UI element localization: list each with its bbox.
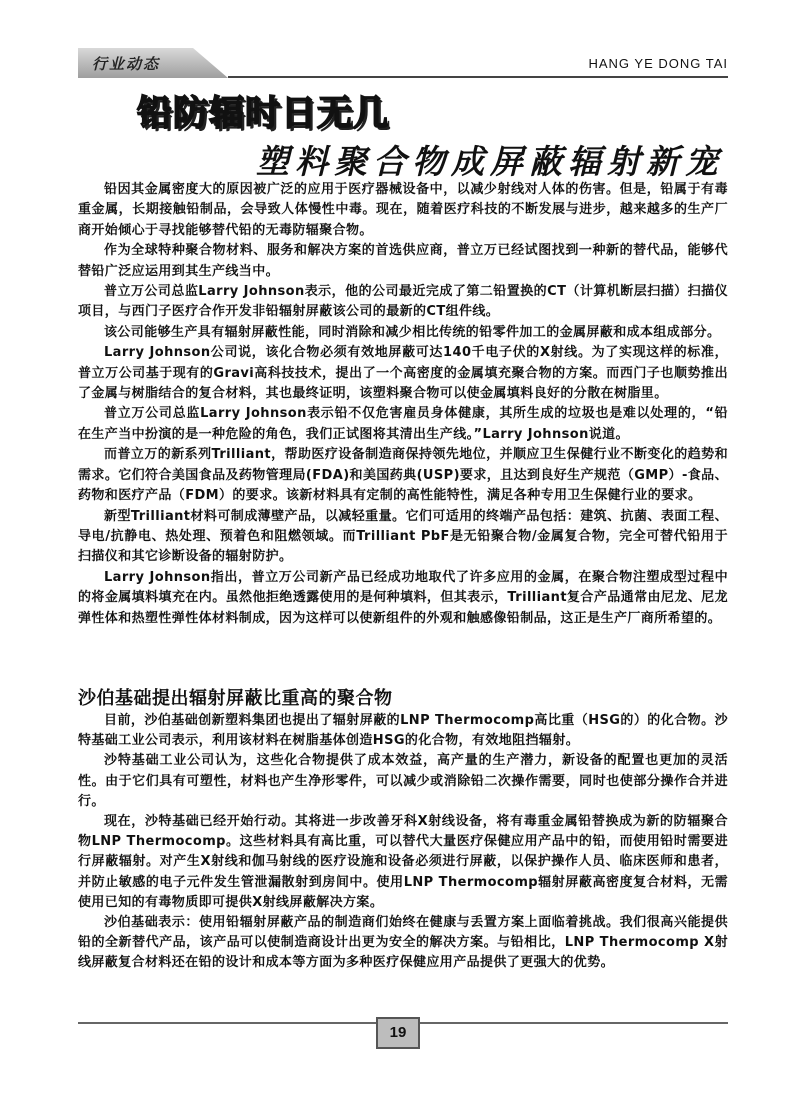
page-header: [78, 48, 728, 78]
paragraph: 作为全球特种聚合物材料、服务和解决方案的首选供应商，普立万已经试图找到一种新的替代品，能够代替铅广泛应运用到其生产线当中。: [78, 243, 728, 279]
section-heading: 沙伯基础提出辐射屏蔽比重高的聚合物: [78, 688, 393, 709]
paragraph: 现在，沙特基础已经开始行动。其将进一步改善牙科X射线设备，将有毒重金属铅替换成为新的防辐聚合物LNP Thermocomp。这些材料具有高比重，可以替代大量医疗保健应用产品中的铅，而使用铅时需要进行屏蔽辐射。对产生X射线和伽马射线的医疗设施和设备必须进行屏蔽，以保护操作人员、临床医师和患者，并防止敏感的电子元件发生管泄漏散射到房间中。使用LNP Thermocomp辐射屏蔽高密度复合材料，无需使用已知的有毒物质即可提供X射线屏蔽解决方案。: [78, 814, 728, 910]
paragraph: 而普立万的新系列Trilliant，帮助医疗设备制造商保持领先地位，并顺应卫生保健行业不断变化的趋势和需求。它们符合美国食品及药物管理局(FDA)和美国药典(USP)要求，且达到良好生产规范（GMP）-食品、药物和医疗产品（FDM）的要求。该新材料具有定制的高性能特性，满足各种专用卫生保健行业的要求。: [78, 447, 728, 504]
sub-title: 塑料聚合物成屏蔽辐射新宠: [256, 142, 724, 181]
paragraph: 新型Trilliant材料可制成薄壁产品，以减轻重量。它们可适用的终端产品包括：建筑、抗菌、表面工程、导电/抗静电、热处理、预着色和阻燃领域。而Trilliant PbF是无铅聚合物/金属复合物，完全可替代铅用于扫描仪和其它诊断设备的辐射防护。: [78, 508, 728, 565]
paragraph: 目前，沙伯基础创新塑料集团也提出了辐射屏蔽的LNP Thermocomp高比重（HSG的）的化合物。沙特基础工业公司表示，利用该材料在树脂基体创造HSG的化合物，有效地阻挡辐射。: [78, 713, 728, 749]
paragraph: Larry Johnson公司说，该化合物必须有效地屏蔽可达140千电子伏的X射线。为了实现这样的标准，普立万公司基于现有的Gravi高科技技术，提出了一个高密度的金属填充聚合物的方案。而西门子也顺势推出了金属与树脂结合的复合材料，其也最终证明，该塑料聚合物可以使金属填料良好的分散在树脂里。: [78, 345, 728, 402]
paragraph: 该公司能够生产具有辐射屏蔽性能，同时消除和减少相比传统的铅零件加工的金属屏蔽和成本组成部分。: [104, 324, 721, 340]
paragraph: 沙伯基础表示：使用铅辐射屏蔽产品的制造商们始终在健康与丢置方案上面临着挑战。我们很高兴能提供铅的全新替代产品，该产品可以使制造商设计出更为安全的解决方案。与铅相比，LNP Thermocomp X射线屏蔽复合材料还在铅的设计和成本等方面为多种医疗保健应用产品提供了更强大的优势。: [78, 915, 728, 971]
paragraph: Larry Johnson指出，普立万公司新产品已经成功地取代了许多应用的金属，在聚合物注塑成型过程中的将金属填料填充在内。虽然他拒绝透露使用的是何种填料，但其表示，Trilliant复合产品通常由尼龙、尼龙弹性体和热塑性弹性体材料制成，因为这样可以使新组件的外观和触感像铅制品，这正是生产厂商所希望的。: [78, 569, 728, 626]
paragraph: 普立万公司总监Larry Johnson表示铅不仅危害雇员身体健康，其所生成的垃圾也是难以处理的，“铅在生产当中扮演的是一种危险的角色，我们正试图将其清出生产线。”Larry Johnson说道。: [78, 406, 728, 442]
paragraph: 沙特基础工业公司认为，这些化合物提供了成本效益，高产量的生产潜力，新设备的配置也更加的灵活性。由于它们具有可塑性，材料也产生净形零件，可以减少或消除铅二次操作需要，同时也使部分操作合并进行。: [78, 753, 728, 809]
section-label: 行业动态: [92, 55, 161, 73]
page-number: 19: [376, 1017, 420, 1049]
article-body: [78, 180, 728, 629]
header-rule: [228, 76, 728, 78]
paragraph: 普立万公司总监Larry Johnson表示，他的公司最近完成了第二铅置换的CT（计算机断层扫描）扫描仪项目，与西门子医疗合作开发非铅辐射屏蔽该公司的最新的CT组件线。: [78, 284, 728, 320]
paragraph: 铅因其金属密度大的原因被广泛的应用于医疗器械设备中，以减少射线对人体的伤害。但是，铅属于有毒重金属，长期接触铅制品，会导致人体慢性中毒。现在，随着医疗科技的不断发展与进步，越来越多的生产厂商开始倾心于寻找能够替代铅的无毒防辐聚合物。: [78, 182, 728, 238]
running-title: HANG YE DONG TAI: [588, 56, 728, 71]
main-title: 铅防辐时日无几: [137, 94, 390, 134]
article-body-2: [78, 711, 728, 974]
